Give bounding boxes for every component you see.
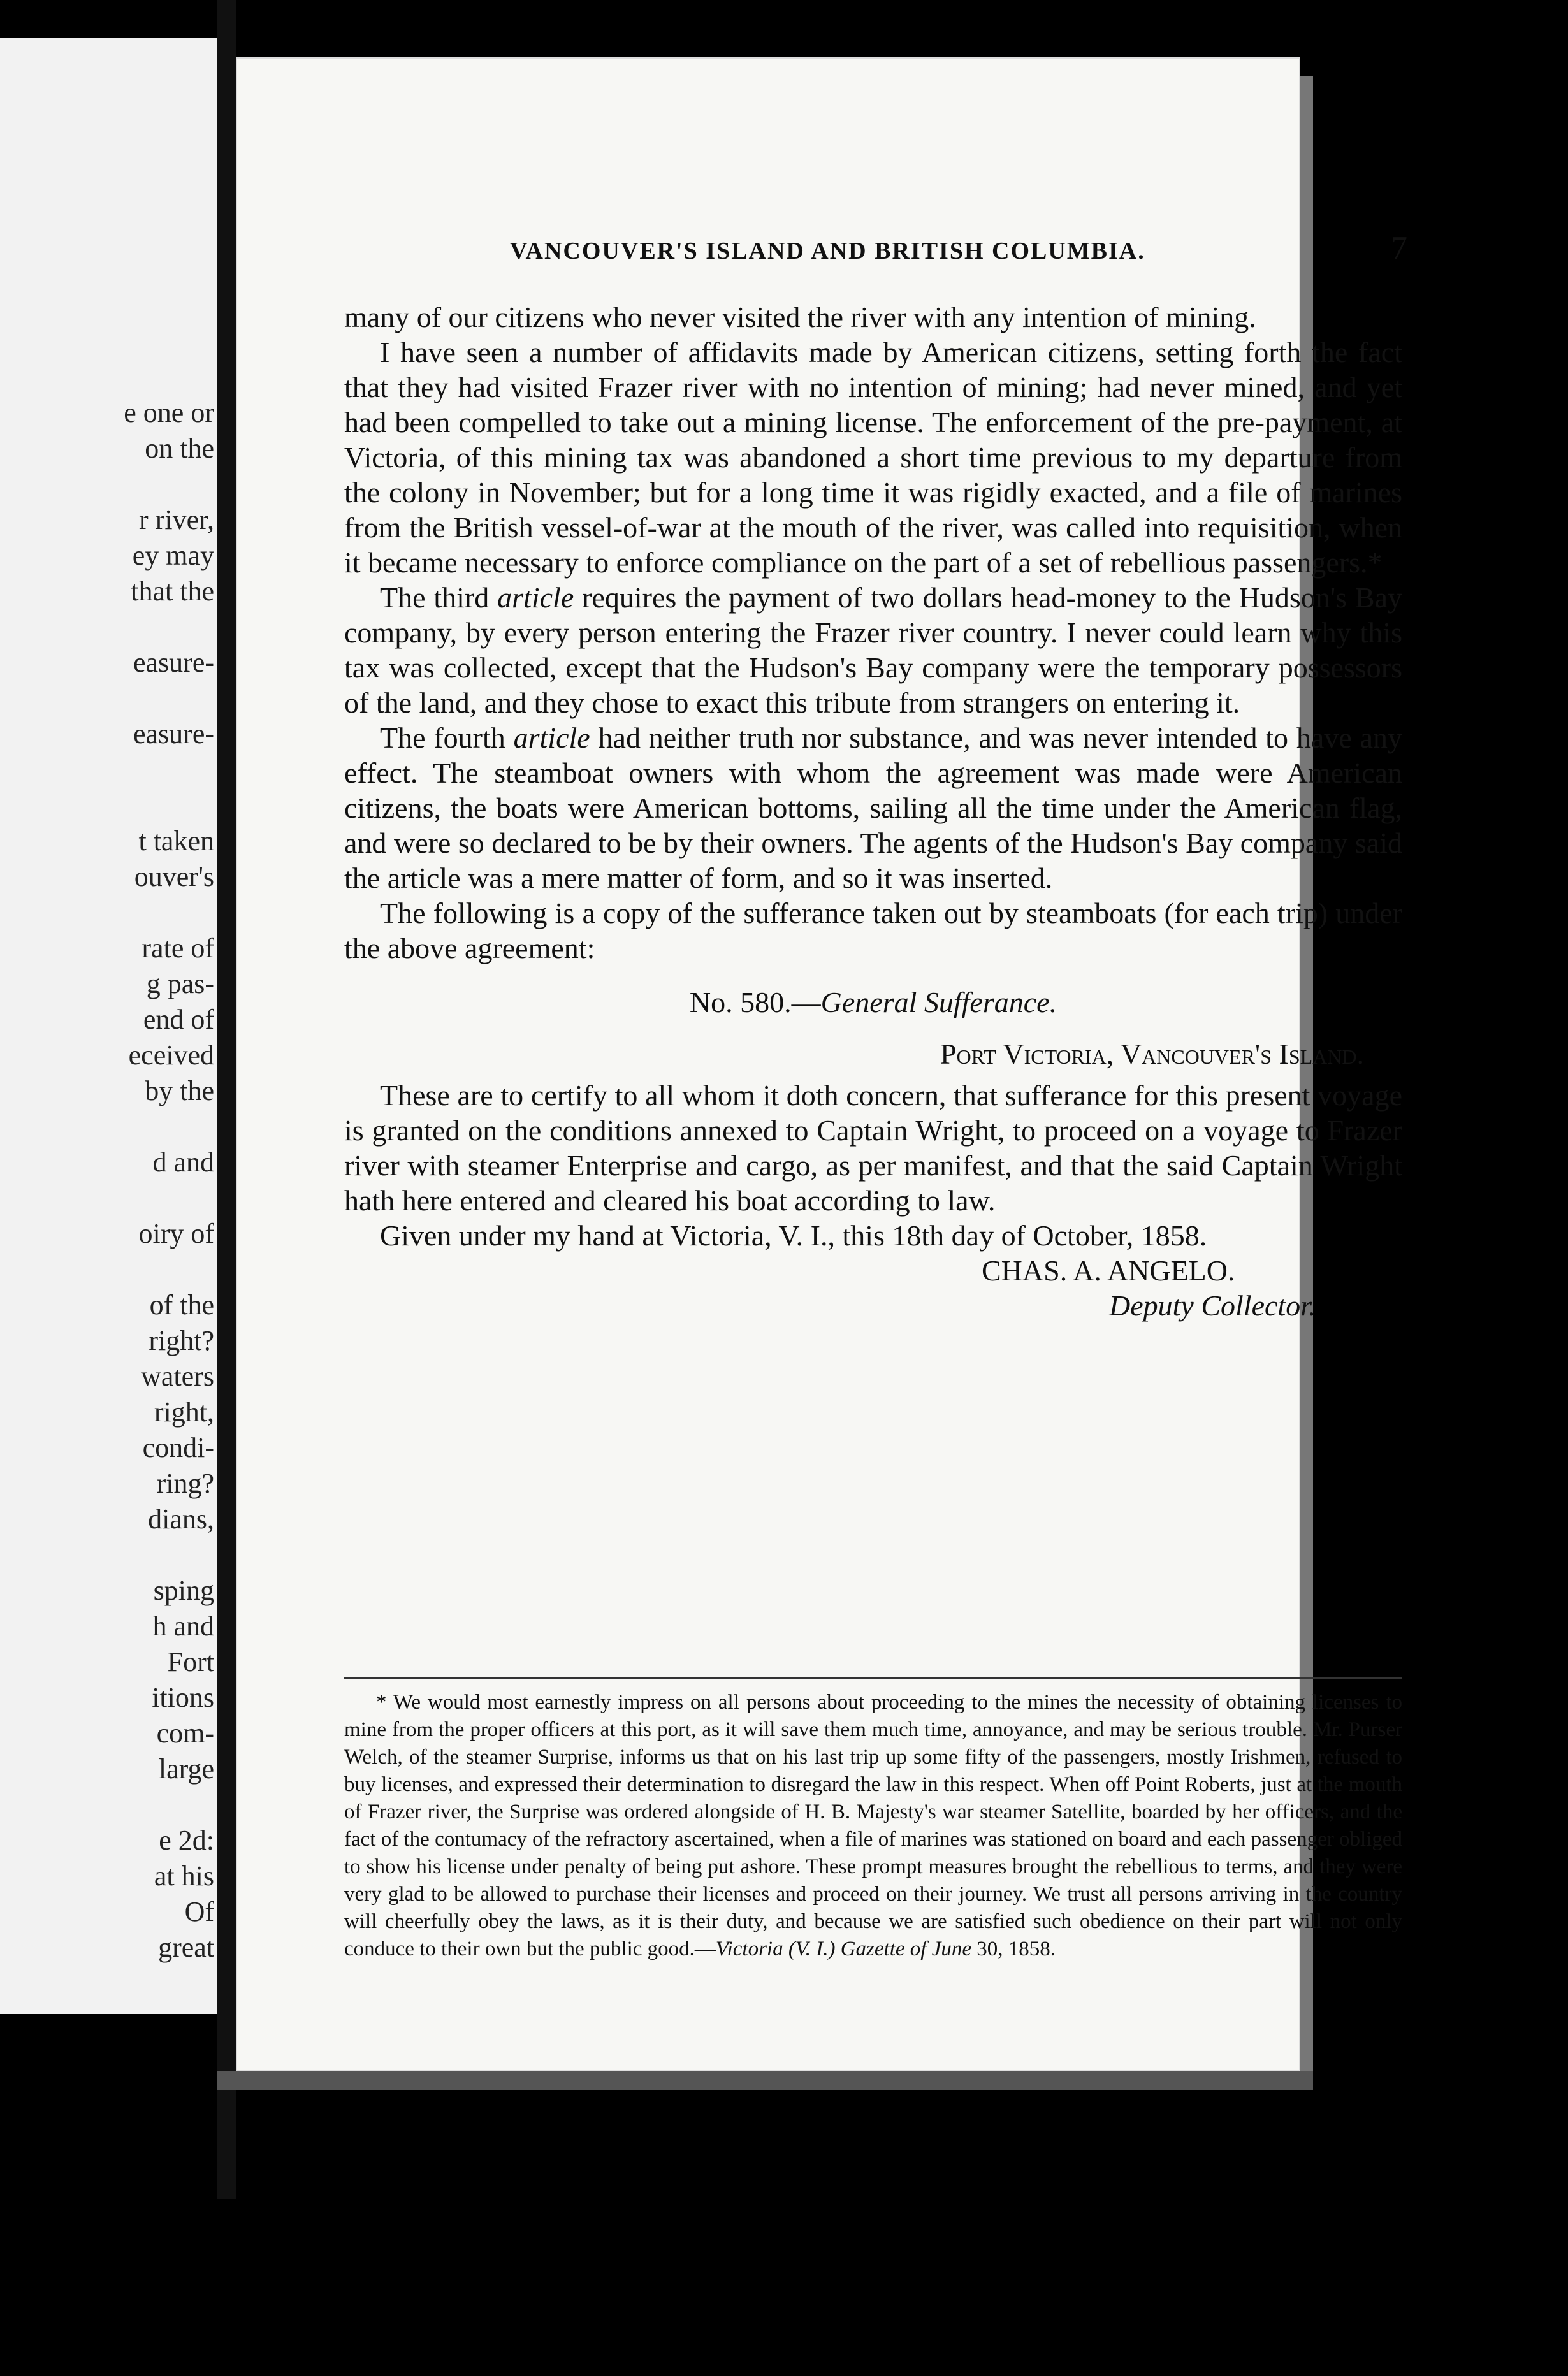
footnote-source: Victoria (V. I.) Gazette of June bbox=[715, 1938, 971, 1960]
paragraph-3-italic: article bbox=[497, 581, 574, 614]
left-page-fragment bbox=[0, 681, 214, 716]
footnote bbox=[344, 1689, 1402, 1963]
left-page-fragment: sping bbox=[153, 1575, 214, 1606]
left-page-fragment bbox=[0, 895, 214, 931]
left-page-fragment: oiry of bbox=[138, 1218, 214, 1249]
left-facing-page bbox=[0, 38, 219, 2014]
left-page-fragment bbox=[0, 1180, 214, 1216]
left-page-fragment: t taken bbox=[138, 825, 214, 857]
paragraph-6: These are to certify to all whom it doth concern, that sufferance for this present voyage is granted on the conditions annexed to Captain Wright, to proceed on a voyage to Frazer river with steamer Enterprise and cargo, as per manifest, and that the said Captain Wright hath here entered and cleared his boat according to law. bbox=[344, 1079, 1402, 1217]
paragraph-3-rest: requires the payment of two dollars head-money to the Hudson's Bay company, by every person entering the Frazer river country. I never could learn why this tax was collected, except that the Hudson's Bay company were the temporary possessors of the land, and they chose to exact this tribute from strangers on entering it. bbox=[344, 581, 1402, 719]
left-page-fragment: d and bbox=[152, 1147, 214, 1178]
page-bottom-edge bbox=[217, 2071, 1313, 2090]
running-title: VANCOUVER'S ISLAND AND BRITISH COLUMBIA. bbox=[510, 238, 1145, 264]
left-page-fragment: h and bbox=[152, 1611, 214, 1642]
sufferance-heading bbox=[344, 985, 1402, 1020]
left-page-fragment: r river, bbox=[139, 504, 214, 535]
signature-name: CHAS. A. ANGELO. bbox=[982, 1254, 1235, 1287]
left-page-fragment bbox=[0, 467, 214, 502]
left-page-fragment: waters bbox=[141, 1361, 214, 1392]
left-page-fragment: end of bbox=[143, 1004, 214, 1035]
left-page-fragment: condi- bbox=[142, 1432, 214, 1463]
footnote-rule bbox=[344, 1677, 1402, 1679]
left-page-fragment: on the bbox=[145, 433, 214, 464]
footnote-text: * We would most earnestly impress on all persons about proceeding to the mines the necessity of obtaining licenses to mine from the proper officers at this port, as it will save them much time, annoyance, and may be serious trouble. Mr. Purser Welch, of the steamer Surprise, informs us that on his last trip up some fifty of the passengers, mostly Irishmen, refused to buy licenses, and expressed their determination to disregard the law in this respect. When off Point Roberts, just at the mouth of Frazer river, the Surprise was ordered alongside of H. B. Majesty's war steamer Satellite, boarded by her officers, and the fact of the contumacy of the refractory ascertained, when a file of marines was stationed on board and each passenger obliged to show his license under penalty of being put ashore. These prompt measures brought the rebellious to terms, and they were very glad to be allowed to purchase their licenses and proceed on their journey. We trust all persons arriving in the country will cheerfully obey the laws, as it is their duty, and because we are satisfied such obedience on their part will not only conduce to their own but the public good.— bbox=[344, 1691, 1402, 1960]
body-text bbox=[344, 300, 1402, 1323]
left-page-fragment: great bbox=[158, 1932, 214, 1963]
paragraph-4-rest: had neither truth nor substance, and was never intended to have any effect. The steamboat owners with whom the agreement was made were American citizens, the boats were American bottoms, sailing all the time under the American flag, and were so declared to be by their owners. The agents of the Hudson's Bay company said the article was a mere matter of form, and so it was inserted. bbox=[344, 721, 1402, 894]
left-page-fragment: Of bbox=[184, 1896, 214, 1927]
left-page-fragment: of the bbox=[149, 1289, 214, 1321]
port-line: Port Victoria, Vancouver's Island. bbox=[940, 1038, 1364, 1070]
left-page-fragment bbox=[0, 1787, 214, 1823]
left-page-fragment: Fort bbox=[167, 1646, 214, 1677]
paragraph-4-italic: article bbox=[513, 721, 590, 754]
left-page-fragment: com- bbox=[156, 1718, 214, 1749]
paragraph-7: Given under my hand at Victoria, V. I., this 18th day of October, 1858. bbox=[380, 1219, 1207, 1252]
paragraph-5: The following is a copy of the sufferance taken out by steamboats (for each trip) under the above agreement: bbox=[344, 897, 1402, 964]
footnote-paragraph bbox=[344, 1689, 1402, 1963]
left-page-fragments bbox=[0, 395, 214, 1966]
signature-title: Deputy Collector. bbox=[1109, 1289, 1316, 1322]
left-page-fragment: right? bbox=[149, 1325, 214, 1356]
paragraph-2: I have seen a number of affidavits made by American citizens, setting forth the fact that they had visited Frazer river with no intention of mining; had never mined, and yet had been compelled to take out a mining license. The enforcement of the pre-payment, at Victoria, of this mining tax was abandoned a short time previous to my departure from the colony in November; but for a long time it was rigidly exacted, and a file of marines from the British vessel-of-war at the mouth of the river, was called into requisition, when it became necessary to enforce compliance on the part of a set of rebellious passengers.* bbox=[344, 336, 1402, 579]
sufferance-title: General Sufferance. bbox=[820, 986, 1057, 1018]
left-page-fragment bbox=[0, 788, 214, 823]
paragraph-4 bbox=[344, 720, 1402, 895]
left-page-fragment: by the bbox=[145, 1075, 214, 1106]
left-page-fragment bbox=[0, 752, 214, 788]
left-page-fragment: e 2d: bbox=[159, 1825, 214, 1856]
left-page-fragment: ouver's bbox=[134, 861, 214, 892]
paragraph-4-start: The fourth bbox=[380, 721, 514, 754]
left-page-fragment: ey may bbox=[132, 540, 214, 571]
left-page-fragment: large bbox=[158, 1753, 214, 1785]
left-page-fragment: e one or bbox=[124, 397, 214, 428]
sufferance-number: No. 580.— bbox=[689, 986, 821, 1018]
footnote-source-date: 30, 1858. bbox=[971, 1938, 1056, 1960]
left-page-fragment bbox=[0, 609, 214, 645]
left-page-fragment: that the bbox=[131, 576, 214, 607]
left-page-fragment bbox=[0, 1537, 214, 1573]
left-page-fragment: ring? bbox=[156, 1468, 214, 1499]
paragraph-3-start: The third bbox=[380, 581, 498, 614]
left-page-fragment: easure- bbox=[133, 647, 214, 678]
running-header bbox=[510, 229, 1409, 267]
left-page-fragment: at his bbox=[154, 1860, 214, 1892]
left-page-fragment: right, bbox=[154, 1396, 214, 1428]
left-page-fragment: eceived bbox=[128, 1040, 214, 1071]
left-page-fragment: itions bbox=[152, 1682, 214, 1713]
book-gutter bbox=[217, 0, 236, 2199]
signature-block bbox=[344, 1253, 1402, 1323]
page-number: 7 bbox=[1391, 230, 1409, 266]
left-page-fragment: rate of bbox=[142, 932, 214, 964]
left-page-fragment bbox=[0, 1252, 214, 1287]
left-page-fragment: easure- bbox=[133, 718, 214, 750]
left-page-fragment bbox=[0, 1109, 214, 1145]
paragraph-1: many of our citizens who never visited the river with any intention of mining. bbox=[344, 301, 1256, 333]
paragraph-3 bbox=[344, 580, 1402, 720]
left-page-fragment: g pas- bbox=[146, 968, 214, 999]
left-page-fragment: dians, bbox=[148, 1503, 214, 1535]
